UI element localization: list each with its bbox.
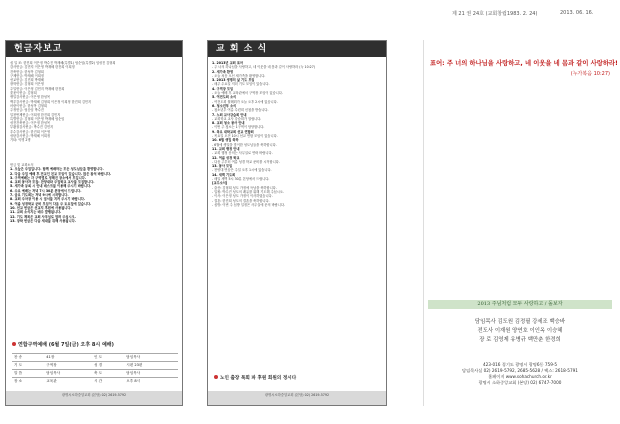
address-line: 423-016 경기도 광명시 광명6동 759-5 bbox=[482, 362, 558, 367]
news-line: 14. 새벽 기도회 bbox=[212, 172, 236, 177]
issue-date: 2013. 06. 16. bbox=[560, 10, 594, 16]
news-line: 4. 구역장 모임 bbox=[212, 86, 234, 91]
news-line: - 목요일 오전 10시 선교 연합 모임이 있습니다. bbox=[212, 134, 278, 139]
news-line: 7. 노회 교사강습회 안내 bbox=[212, 112, 247, 117]
donor-list bbox=[10, 61, 178, 157]
notice-line: 2. 다음 주일 예배 후 전교인 친교 모임이 있습니다. 많은 참석 바랍니다. bbox=[10, 171, 112, 176]
schedule-cell: 시 간 bbox=[92, 378, 124, 386]
schedule-row bbox=[12, 378, 178, 386]
mid-footer: 광명시소하중앙교회 (본당) 02) 2619-5792 bbox=[208, 391, 386, 405]
news-line: - 심방: 이번 주 심방 일정은 사무실에 문의 바랍니다. bbox=[212, 202, 285, 207]
news-line: - 청소년부 여름 수련회 신청을 받습니다. bbox=[212, 108, 269, 113]
news-line: - 이번 주 청소는 1구역이 담당합니다. bbox=[212, 125, 265, 130]
donor-line: 부활절감사헌금: 박수진 김민지 bbox=[10, 125, 54, 130]
schedule-cell: 성 경 bbox=[92, 362, 124, 370]
offering-report-panel bbox=[5, 40, 183, 406]
donor-line: 선교헌금: 김진희 박재혜 bbox=[10, 78, 44, 83]
news-line: 9. 목요 대학교회 선교 연합회 bbox=[212, 129, 254, 134]
notice-line: 1. 오늘은 주일입니다. 함께 예배하는 모든 성도님들을 환영합니다. bbox=[10, 167, 104, 172]
news-line: 6. 청소년부 소식 bbox=[212, 103, 237, 108]
notice-line: 13. 장학 헌금은 다음 세대를 위해 사용됩니다. bbox=[10, 218, 76, 223]
schedule-cell: 담임목사 bbox=[44, 370, 92, 378]
donor-line: 주정헌금: 엄순임 박수진 bbox=[10, 108, 44, 113]
issue-number: 제 21 권 24호 (교회창립1983. 2. 24) bbox=[452, 11, 538, 17]
news-line: 3. 2013 생명의 삶 기도 모임 bbox=[212, 78, 255, 83]
schedule-cell: 시편 23편 bbox=[124, 362, 178, 370]
schedule-cell: 담임목사 bbox=[124, 354, 178, 362]
left-footer: 광명시소하중앙교회 (본당) 02) 2619-5792 bbox=[6, 391, 182, 405]
news-line: 1. 2013년 교회 표어 bbox=[212, 61, 244, 65]
schedule-title: 연합구역예배 (6월 7일(금) 오후 8시 예배) bbox=[12, 341, 114, 348]
schedule-cell: 교육관 bbox=[44, 378, 92, 386]
schedule-table bbox=[12, 353, 178, 385]
verse-box bbox=[430, 58, 618, 77]
notice-line: 6. 수요 예배는 저녁 7시 30분 본당에서 드립니다. bbox=[10, 188, 82, 193]
news-line: 11. 교회 행정 안내 bbox=[212, 146, 240, 151]
address-line: 광명시 소하중앙교회 (본당) 02) 6747-7000 bbox=[478, 380, 562, 385]
donor-line: 맥추감사헌금: 박재혜 김형희 이은정 이희정 한진희 김민지 bbox=[10, 99, 92, 104]
news-line: [교우소식] bbox=[212, 181, 228, 186]
donor-line: 구제헌금: 박재혜 이희정 bbox=[10, 73, 44, 78]
notice-line: 7. 금요 기도회는 저녁 9시에 시작합니다. bbox=[10, 193, 69, 198]
schedule-cell: 찬 송 bbox=[12, 354, 44, 362]
donor-line: 성전건축헌금: 이은정 한성목 bbox=[10, 121, 51, 126]
donor-line: 건축헌금: 한성목 김형희 bbox=[10, 69, 44, 74]
donor-line: 꽃꽂이헌금: 김형희 bbox=[10, 91, 37, 96]
news-line: 13. 봉사 모임 bbox=[212, 164, 233, 169]
schedule-cell: 축 도 bbox=[92, 370, 124, 378]
news-line: 5. 여전도회 소식 bbox=[212, 95, 237, 100]
support-section-title: 노인 출장 목회 파 후원 회원의 정시다 bbox=[214, 375, 296, 381]
news-line: 12. 여름 성경 학교 bbox=[212, 155, 240, 160]
offering-report-title: 헌금자보고 bbox=[6, 41, 182, 57]
notice-line: 11. 교회 소식지는 매주 발행됩니다. bbox=[10, 210, 62, 215]
news-line: - 찬양대 연습은 주일 오후 1시에 있습니다. bbox=[212, 168, 272, 173]
notice-line: 5. 새가족 등록 시 안내 데스크를 이용해 주시기 바랍니다. bbox=[10, 184, 92, 189]
column-divider bbox=[423, 40, 424, 406]
donor-line: 기타: 익명 2명 bbox=[10, 138, 31, 143]
staff-list bbox=[430, 318, 610, 345]
year-theme-bar: 2013 주님처럼 모두 사랑하고 / 돌보자 bbox=[428, 300, 612, 309]
schedule-cell: 인 도 bbox=[92, 354, 124, 362]
news-line: 10. 6월 생일 축하 bbox=[212, 138, 239, 143]
news-line: - 오늘 처음 오신 새가족을 환영합니다. bbox=[212, 73, 266, 78]
donor-line: 감사헌금: 김민지 이은영 박재혜 한진희 이희정 bbox=[10, 65, 75, 70]
schedule-cell: 41장 bbox=[44, 354, 92, 362]
news-line: 2. 새가족 환영 bbox=[212, 69, 234, 74]
donor-line: 특별헌금: 김형희 이은영 박재혜 엄순임 bbox=[10, 116, 65, 121]
notice-line: 10. 선교 헌금은 선교지 후원에 사용됩니다. bbox=[10, 205, 72, 210]
news-line: - 교회 행정 문의는 사무실로 연락 바랍니다. bbox=[212, 151, 273, 156]
schedule-row bbox=[12, 370, 178, 378]
schedule-row bbox=[12, 362, 178, 370]
news-line: 8. 교회 청소 봉사 안내 bbox=[212, 121, 245, 126]
donor-line: 어린이헌금: 한성목 김형희 bbox=[10, 103, 47, 108]
news-line: - 매일 새벽 5시 30분 본당에서 드립니다. bbox=[212, 177, 270, 182]
schedule-cell: 구역장 bbox=[44, 362, 92, 370]
schedule-row bbox=[12, 354, 178, 362]
news-line: - 출산: 김형희 성도 가정에 득남을 축하합니다. bbox=[212, 185, 277, 190]
motto-verse: 표어: 주 너의 하나님을 사랑하고, 네 이웃을 네 몸과 같이 사랑하라! bbox=[430, 60, 618, 67]
donor-line: 주일헌금: 이은정 김민지 박재혜 한진희 bbox=[10, 86, 65, 91]
schedule-cell: 장 소 bbox=[12, 378, 44, 386]
news-line: - 이사: 이은정 성도 가정이 이사하였습니다. bbox=[212, 194, 273, 199]
address-line: 담임목사실 02) 2619-5792, 2685-5628 / 팩스: 2618-5791 bbox=[462, 368, 578, 373]
notice-line: 4. 교회 봉사자 모집: 찬양대와 주일학교 교사를 모집합니다. bbox=[10, 180, 95, 185]
notice-list bbox=[10, 163, 178, 328]
news-line: - 매주 수요일 저녁 기도 모임이 있습니다. bbox=[212, 82, 270, 87]
bullet-icon bbox=[12, 342, 16, 346]
news-line: - 다음 주부터 여름 성경 학교 준비를 시작합니다. bbox=[212, 159, 280, 164]
donor-line: 생일감사헌금: 이은영 한성목 bbox=[10, 95, 51, 100]
donor-line: 십 일 조: 한진희 이은정 박수진 박재혜(특별1) 엄순임(특별2) 임성진 김형희 bbox=[10, 61, 116, 65]
bullet-icon bbox=[214, 375, 218, 379]
church-news-panel bbox=[207, 40, 387, 406]
schedule-cell: 기 도 bbox=[12, 362, 44, 370]
donor-line: 성탄감사헌금: 박재혜 이희정 bbox=[10, 134, 51, 139]
notice-line: 12. 기도 제목은 교회 사무실로 알려 주십시오. bbox=[10, 214, 76, 219]
donor-line: 장학헌금: 김형희 이은영 bbox=[10, 82, 44, 87]
church-news-list bbox=[212, 61, 384, 365]
schedule-cell: 말 씀 bbox=[12, 370, 44, 378]
schedule-cell: 담임목사 bbox=[124, 370, 178, 378]
donor-line: 추수감사헌금: 한진희 이은영 bbox=[10, 129, 51, 134]
schedule-cell: 오후 8시 bbox=[124, 378, 178, 386]
staff-line: 담임목사 김도원 김정필 강세조 백승바 bbox=[474, 319, 566, 325]
news-line: - 여전도회 월례회가 오늘 오후 2시에 있습니다. bbox=[212, 99, 278, 104]
notice-line: 9. 여름 성경학교 준비 모임이 다음 주 토요일에 있습니다. bbox=[10, 201, 92, 206]
news-line: - 주 너의 하나님을 사랑하고, 네 이웃을 네 몸과 같이 사랑하라 (눅 10:27) bbox=[212, 65, 315, 70]
notice-line: 헌금 및 교회소식 bbox=[10, 163, 34, 167]
staff-line: 장 로 김영제 유병규 백만춘 한경희 bbox=[479, 337, 561, 343]
staff-line: 전도사 이재원 양연호 이인옥 이승혜 bbox=[477, 328, 563, 334]
news-line: - 교회학교 교사 강습회가 열립니다. bbox=[212, 116, 262, 121]
donor-line: 일천번제헌금: 이희정 한진희 김민지 bbox=[10, 112, 61, 117]
news-line: - 오늘 예배 후 교육관에서 구역장 모임이 있습니다. bbox=[212, 91, 283, 96]
address-line: 홈페이지 www.sohachurch.or.kr bbox=[488, 374, 552, 379]
notice-line: 8. 교회 주차장 이용 시 질서를 지켜 주시기 바랍니다. bbox=[10, 197, 86, 202]
notice-line: 3. 구역예배는 각 구역별로 정해진 장소에서 모입니다. bbox=[10, 175, 86, 180]
news-line: - 입원: 박수진 성도의 쾌유를 위해 기도해 주십시오. bbox=[212, 189, 284, 194]
news-line: - 6월에 생일을 맞이한 성도님들을 축하합니다. bbox=[212, 142, 277, 147]
church-news-title: 교 회 소 식 bbox=[208, 41, 386, 57]
news-line: - 결혼: 한진희 성도의 결혼을 축하합니다. bbox=[212, 198, 270, 203]
verse-reference: (누가복음 10:27) bbox=[570, 71, 610, 77]
church-address bbox=[430, 362, 610, 386]
